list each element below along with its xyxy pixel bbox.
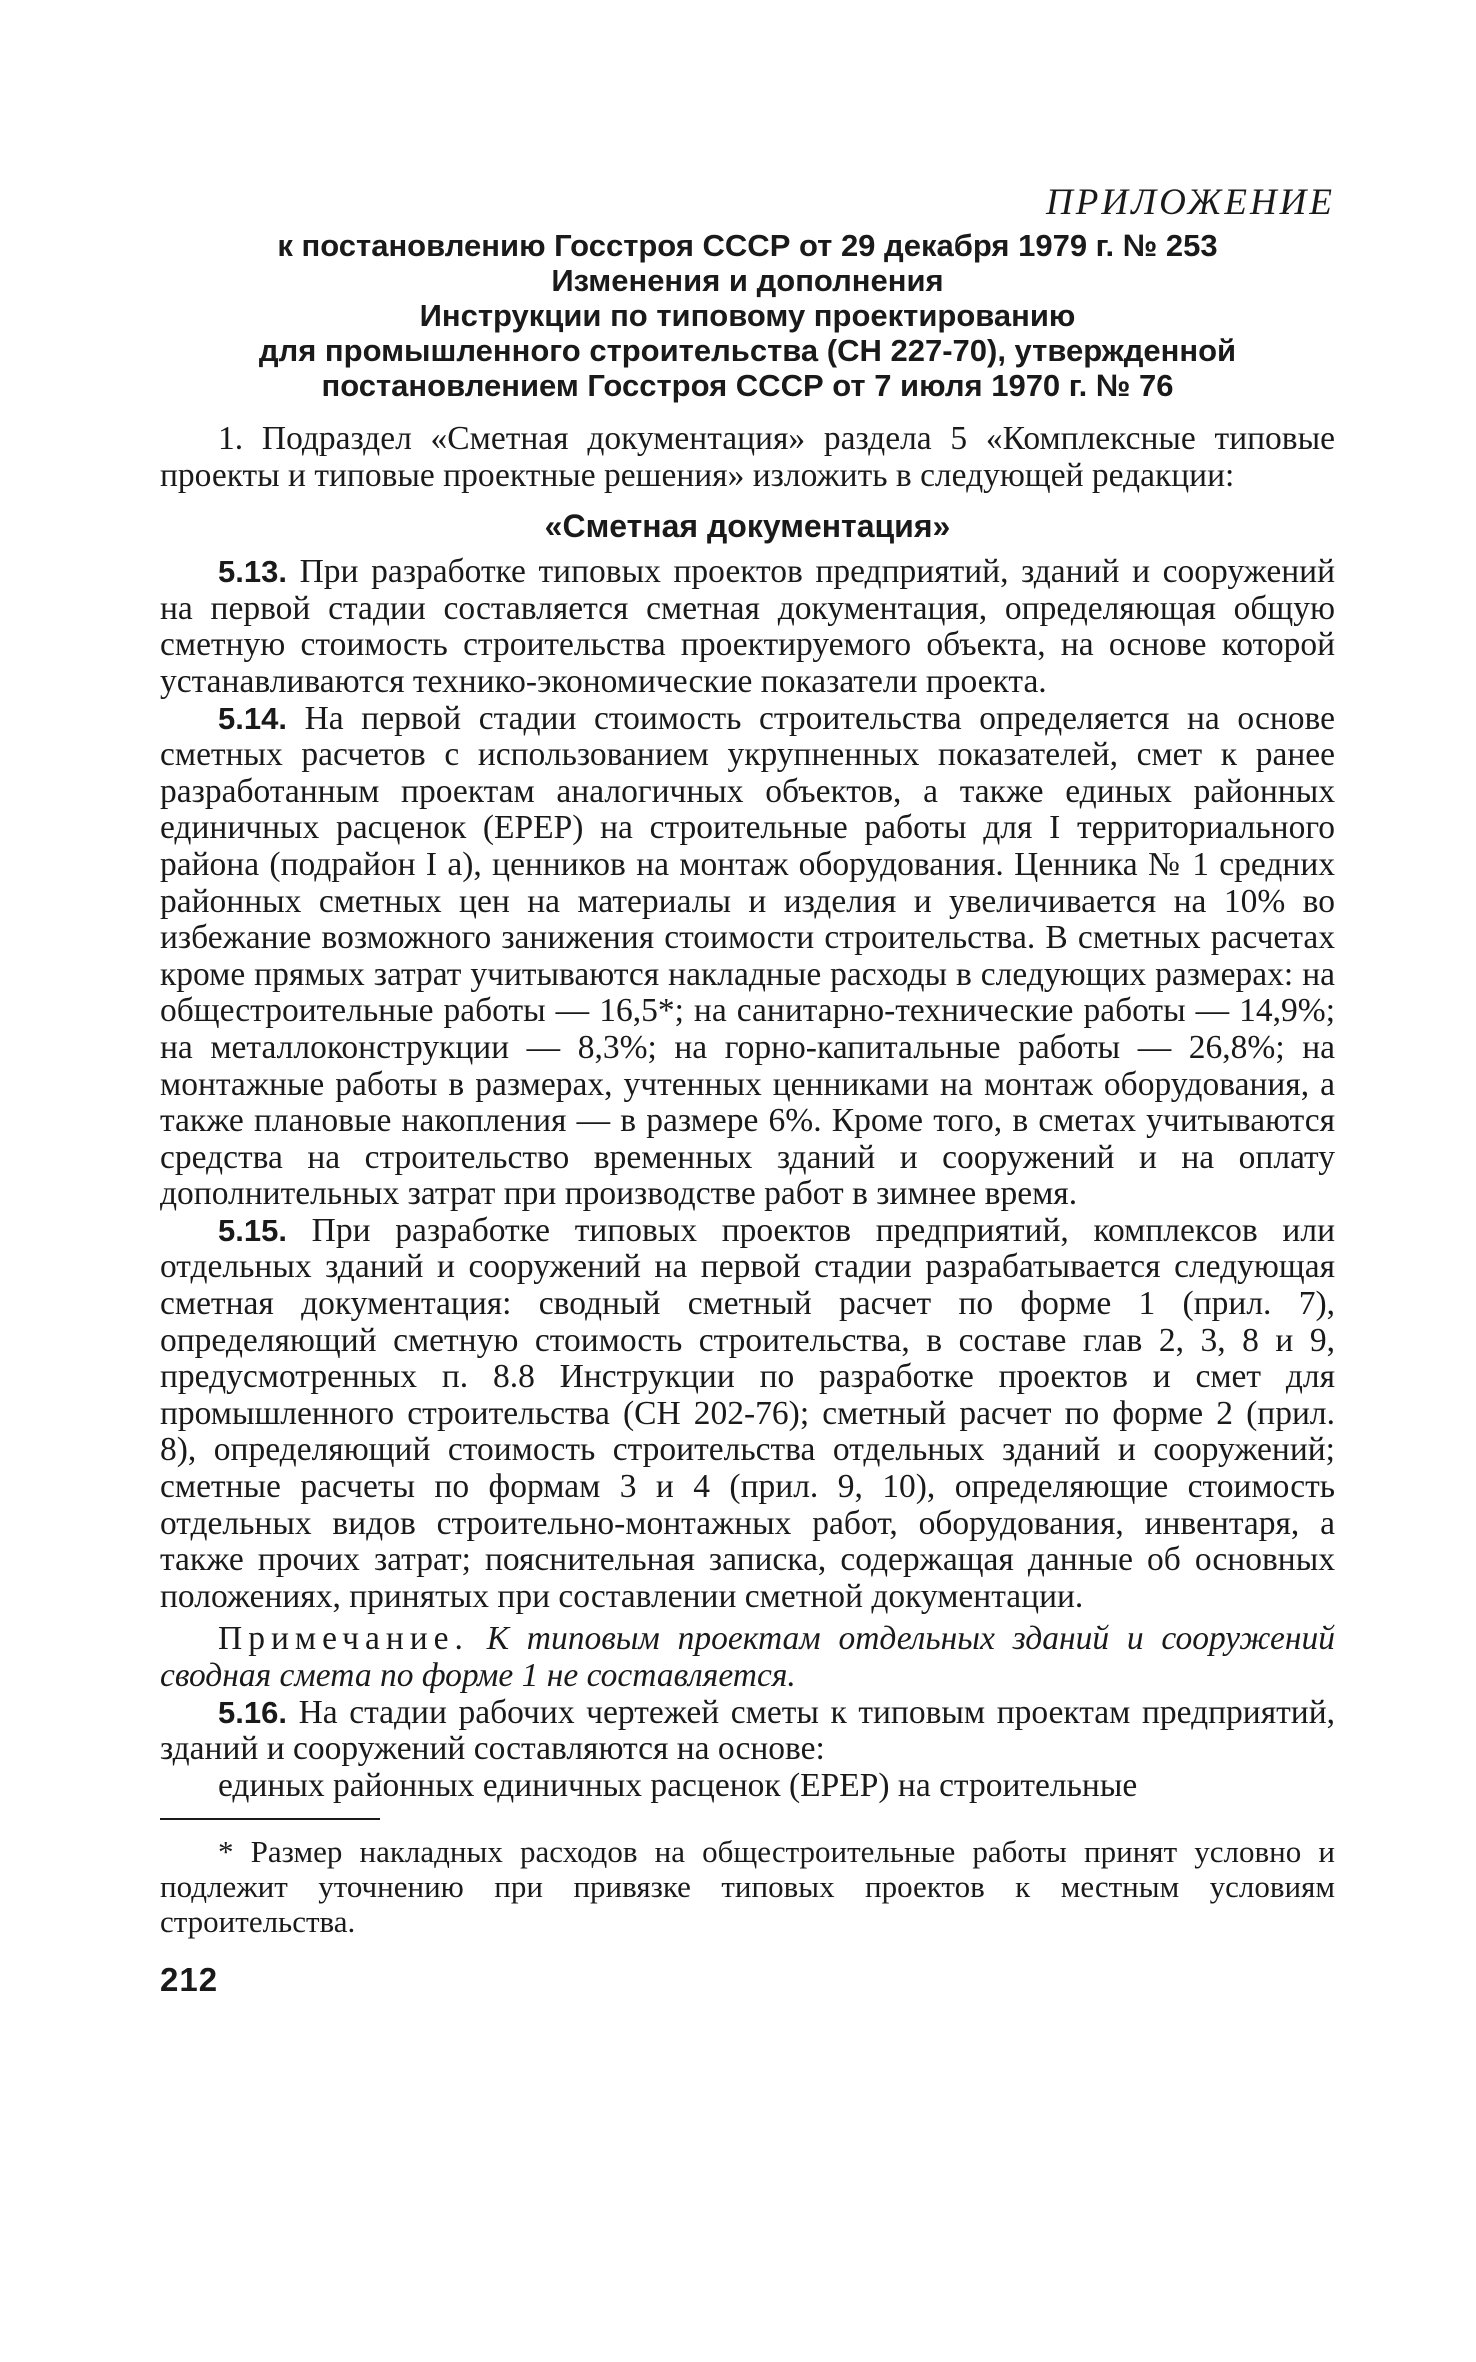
paragraph-text: При разработке типовых проектов предприятий, комплексов или отдельных зданий и сооружений на первой стадии разрабатывается следующая сметная документация: сводный сметный расчет по форме 1 (прил. 7), определяющий сметную стоимость строительства, в составе глав 2, 3, 8 и 9, предусмотренных п. 8.8 Инструкции по разработке проектов и смет для промышленного строительства (СН 202-76); сметный расчет по форме 2 (прил. 8), определяющий стоимость строительства отдельных зданий и сооружений; сметные расчеты по формам 3 и 4 (прил. 9, 10), определяющие стоимость отдельных видов строительно-монтажных работ, оборудования, инвентаря, а также прочих затрат; пояснительная записка, содержащая данные об основных положениях, принятых при составлении сметной документации.: [160, 1211, 1336, 1615]
paragraph-number: 5.14.: [218, 700, 287, 736]
footnote: * Размер накладных расходов на общестроительные работы принят условно и подлежит уточнению при привязке типовых проектов к местным условиям строительства.: [160, 1834, 1335, 1940]
heading-line: к постановлению Госстроя СССР от 29 декабря 1979 г. № 253: [277, 228, 1218, 263]
section-title: «Сметная документация»: [544, 508, 951, 545]
paragraph-text: На стадии рабочих чертежей сметы к типовым проектам предприятий, зданий и сооружений составляются на основе:: [160, 1693, 1336, 1768]
heading-line: Изменения и дополнения: [551, 263, 944, 298]
paragraph-text: На первой стадии стоимость строительства определяется на основе сметных расчетов с использованием укрупненных показателей, смет к ранее разработанным проектам аналогичных объектов, а также единых районных единичных расценок (ЕРЕР) на строительные работы для I территориального района (подрайон I а), ценников на монтаж оборудования. Ценника № 1 средних районных сметных цен на материалы и изделия и увеличивается на 10% во избежание возможного занижения стоимости строительства. В сметных расчетах кроме прямых затрат учитываются накладные расходы в следующих размерах: на общестроительные работы — 16,5*; на санитарно-технические работы — 14,9%; на металлоконструкции — 8,3%; на горно-капитальные работы — 26,8%; на монтажные работы в размерах, учтенных ценниками на монтаж оборудования, а также плановые накопления — в размере 6%. Кроме того, в сметах учитываются средства на строительство временных зданий и сооружений и на оплату дополнительных затрат при производстве работ в зимнее время.: [160, 699, 1335, 1213]
continuation-line: единых районных единичных расценок (ЕРЕР) на строительные: [218, 1766, 1138, 1804]
paragraph-5-16: [160, 1695, 1335, 1768]
note-paragraph: [160, 1621, 1335, 1694]
page-number: 212: [160, 1961, 219, 1999]
paragraph-5-15: [160, 1213, 1335, 1616]
intro-paragraph: 1. Подраздел «Сметная документация» раздела 5 «Комплексные типовые проекты и типовые проектные решения» изложить в следующей редакции:: [160, 420, 1335, 494]
paragraph-5-14: [160, 701, 1335, 1213]
heading-line: для промышленного строительства (СН 227-70), утвержденной: [258, 333, 1237, 368]
appendix-label: ПРИЛОЖЕНИЕ: [1046, 182, 1335, 223]
document-page: [160, 180, 1335, 1999]
footnote-divider: [160, 1818, 380, 1820]
paragraph-number: 5.16.: [218, 1694, 287, 1730]
note-text: К типовым проектам отдельных зданий и сооружений сводная смета по форме 1 не составляется.: [160, 1620, 1336, 1694]
note-label: Примечание.: [218, 1620, 469, 1658]
paragraph-text: При разработке типовых проектов предприятий, зданий и сооружений на первой стадии составляется сметная документация, определяющая общую сметную стоимость строительства проектируемого объекта, на основе которой устанавливаются технико-экономические показатели проекта.: [160, 553, 1336, 700]
paragraph-number: 5.13.: [218, 554, 287, 590]
paragraph-5-13: [160, 554, 1335, 700]
heading-line: постановлением Госстроя СССР от 7 июля 1970 г. № 76: [321, 368, 1174, 403]
heading-line: Инструкции по типовому проектированию: [419, 298, 1076, 333]
paragraph-number: 5.15.: [218, 1212, 287, 1248]
document-heading: [160, 228, 1335, 403]
